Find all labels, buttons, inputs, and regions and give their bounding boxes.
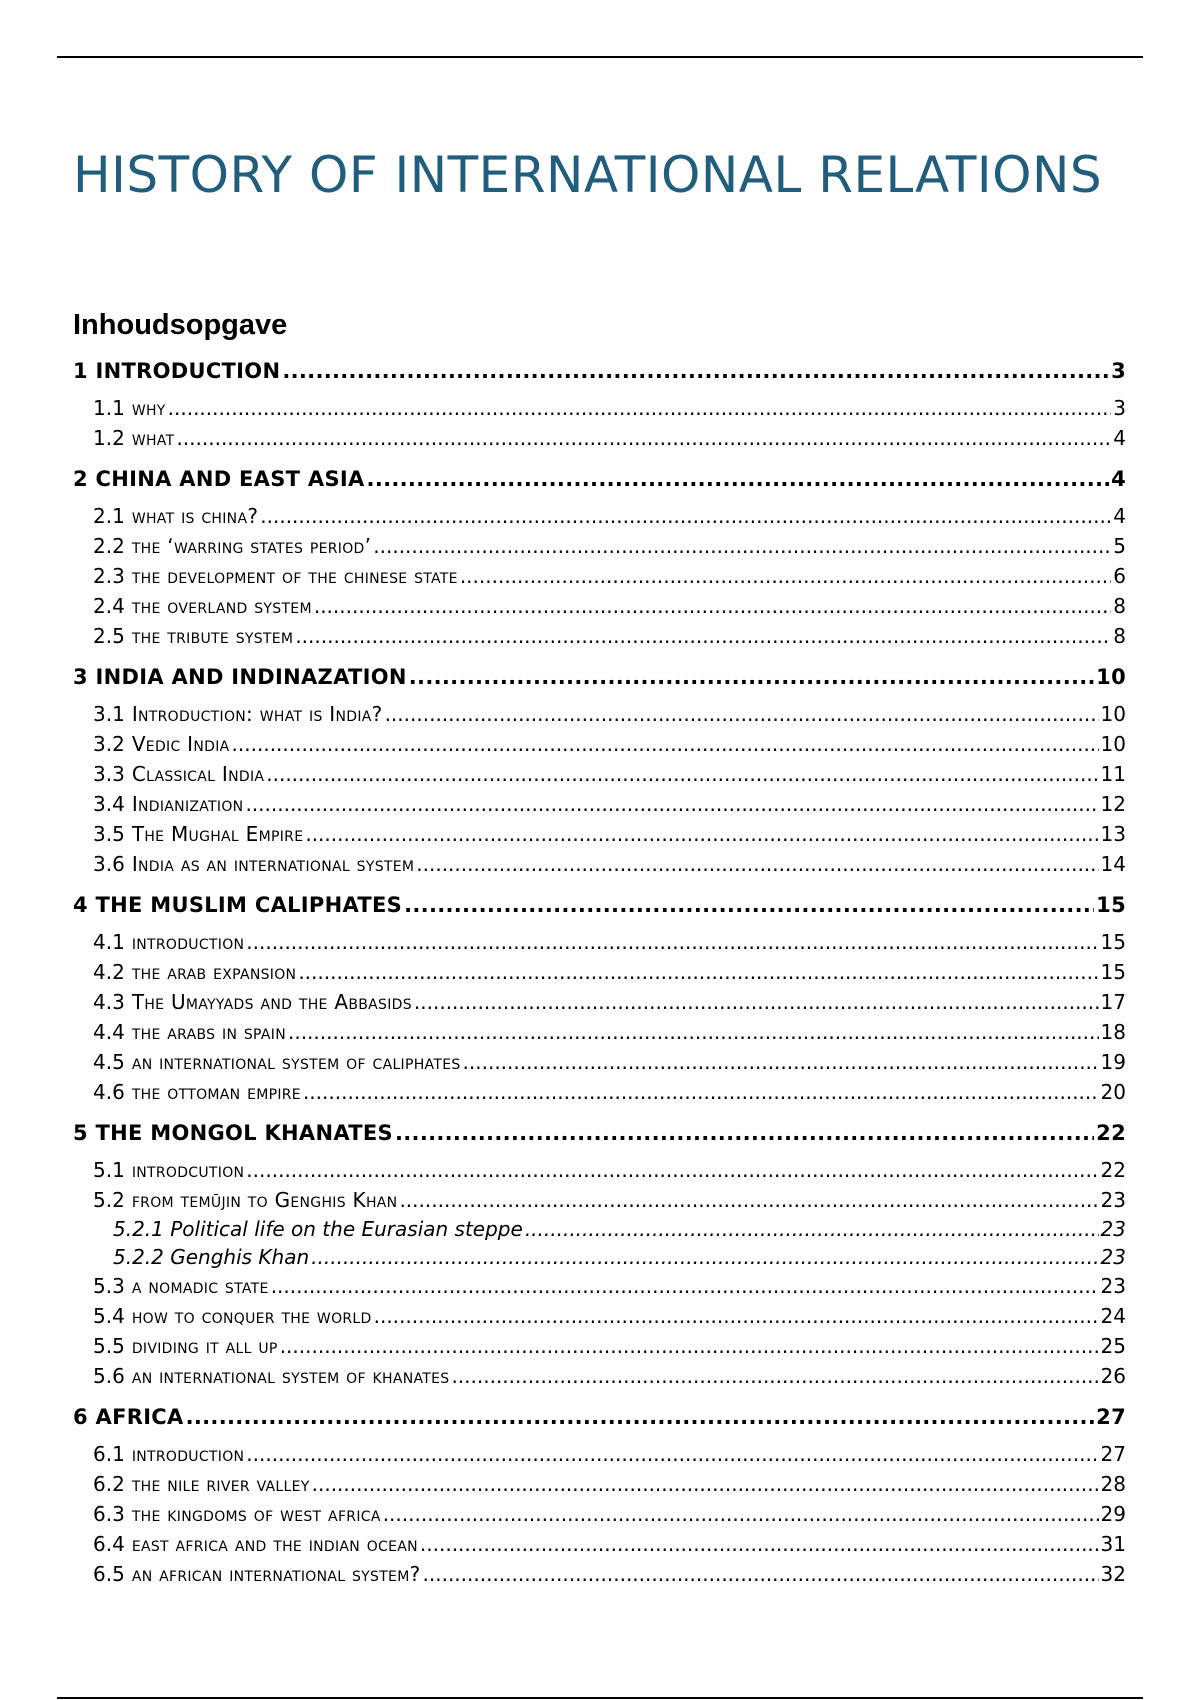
- toc-entry-text: an african international system?: [131, 1562, 421, 1586]
- toc-dot-leader: [295, 621, 1111, 651]
- toc-entry-label: 6 AFRICA: [73, 1405, 184, 1429]
- toc-dot-leader: [266, 759, 1098, 789]
- toc-entry[interactable]: [73, 1118, 1126, 1148]
- table-of-contents: [73, 356, 1126, 1589]
- toc-dot-leader: [385, 699, 1099, 729]
- toc-page-number: 27: [1096, 1405, 1126, 1429]
- toc-entry-text: an international system of khanates: [131, 1364, 450, 1388]
- toc-page-number: 26: [1100, 1364, 1126, 1388]
- toc-entry-label: [93, 1529, 418, 1559]
- toc-entry-label: [93, 423, 174, 453]
- toc-entry-text: introduction: [131, 1442, 245, 1466]
- toc-dot-leader: [525, 1215, 1099, 1243]
- toc-page-number: 3: [1113, 396, 1126, 420]
- toc-dot-leader: [399, 1185, 1098, 1215]
- toc-entry-number: 3.5: [93, 822, 125, 846]
- toc-dot-leader: [463, 1047, 1099, 1077]
- toc-entry-text: The Umayyads and the Abbasids: [131, 990, 412, 1014]
- toc-dot-leader: [311, 1243, 1098, 1271]
- toc-dot-leader: [404, 890, 1094, 920]
- toc-entry-label: 2 CHINA AND EAST ASIA: [73, 467, 365, 491]
- toc-page-number: 22: [1096, 1121, 1126, 1145]
- toc-dot-leader: [246, 1155, 1098, 1185]
- toc-entry-number: 1.1: [93, 396, 125, 420]
- toc-dot-leader: [312, 1469, 1099, 1499]
- toc-dot-leader: [314, 591, 1111, 621]
- toc-entry-label: [93, 393, 166, 423]
- toc-entry-number: 2.1: [93, 504, 125, 528]
- toc-entry-number: 4.1: [93, 930, 125, 954]
- toc-entry-text: from temūjin to Genghis Khan: [131, 1188, 398, 1212]
- toc-entry-text: Indianization: [131, 792, 244, 816]
- toc-page-number: 31: [1100, 1532, 1126, 1556]
- toc-page-number: 23: [1100, 1245, 1126, 1269]
- toc-dot-leader: [186, 1402, 1095, 1432]
- toc-entry[interactable]: [73, 819, 1126, 849]
- toc-entry[interactable]: [73, 464, 1126, 494]
- toc-entry[interactable]: [73, 1155, 1126, 1185]
- toc-entry-text: the development of the chinese state: [131, 564, 458, 588]
- toc-entry[interactable]: [73, 1243, 1126, 1271]
- toc-entry-label: 5.2.2 Genghis Khan: [113, 1245, 310, 1269]
- toc-entry-number: 4.6: [93, 1080, 125, 1104]
- toc-entry-text: introdcution: [131, 1158, 245, 1182]
- toc-entry-label: [93, 1499, 381, 1529]
- toc-page-number: 4: [1113, 504, 1126, 528]
- toc-page-number: 10: [1096, 665, 1126, 689]
- toc-dot-leader: [168, 393, 1112, 423]
- toc-heading: Inhoudsopgave: [73, 309, 288, 341]
- toc-entry[interactable]: [73, 957, 1126, 987]
- toc-entry-text: east africa and the indian ocean: [131, 1532, 418, 1556]
- toc-entry-text: introduction: [131, 930, 245, 954]
- toc-entry-number: 6.2: [93, 1472, 125, 1496]
- toc-entry-text: Introduction: what is India?: [131, 702, 383, 726]
- toc-entry-text: how to conquer the world: [131, 1304, 372, 1328]
- toc-page-number: 29: [1100, 1502, 1126, 1526]
- toc-page-number: 19: [1100, 1050, 1126, 1074]
- toc-page-number: 27: [1100, 1442, 1126, 1466]
- toc-page-number: 4: [1113, 426, 1126, 450]
- toc-entry-number: 3.6: [93, 852, 125, 876]
- toc-entry-text: the ‘warring states period’: [131, 534, 372, 558]
- toc-entry[interactable]: [73, 890, 1126, 920]
- toc-entry[interactable]: [73, 1331, 1126, 1361]
- toc-page-number: 10: [1100, 702, 1126, 726]
- toc-entry-label: [93, 1155, 244, 1185]
- toc-entry-number: 4.3: [93, 990, 125, 1014]
- toc-entry[interactable]: [73, 662, 1126, 692]
- toc-page-number: 6: [1113, 564, 1126, 588]
- toc-entry-number: 3.1: [93, 702, 125, 726]
- toc-entry-number: 5.6: [93, 1364, 125, 1388]
- toc-dot-leader: [373, 531, 1111, 561]
- toc-entry-text: The Mughal Empire: [131, 822, 304, 846]
- toc-entry-label: 5.2.1 Political life on the Eurasian steppe: [113, 1217, 523, 1241]
- toc-entry-label: [93, 1185, 397, 1215]
- toc-entry[interactable]: [73, 1017, 1126, 1047]
- toc-page-number: 8: [1113, 624, 1126, 648]
- toc-entry-number: 4.4: [93, 1020, 125, 1044]
- toc-entry-text: the arabs in spain: [131, 1020, 286, 1044]
- toc-entry-label: [93, 729, 230, 759]
- toc-entry-label: [93, 789, 243, 819]
- toc-page-number: 4: [1111, 467, 1126, 491]
- toc-entry[interactable]: [73, 1469, 1126, 1499]
- toc-entry[interactable]: [73, 1402, 1126, 1432]
- toc-page-number: 18: [1100, 1020, 1126, 1044]
- toc-entry-label: [93, 591, 312, 621]
- toc-entry-label: 5 THE MONGOL KHANATES: [73, 1121, 393, 1145]
- toc-entry-text: why: [131, 396, 166, 420]
- toc-entry[interactable]: [73, 789, 1126, 819]
- toc-page-number: 5: [1113, 534, 1126, 558]
- toc-entry-number: 6.5: [93, 1562, 125, 1586]
- toc-entry-text: a nomadic state: [131, 1274, 269, 1298]
- toc-page-number: 12: [1100, 792, 1126, 816]
- toc-entry-label: 3 INDIA AND INDINAZATION: [73, 665, 407, 689]
- toc-page-number: 13: [1100, 822, 1126, 846]
- toc-entry-number: 3.4: [93, 792, 125, 816]
- toc-entry-text: Classical India: [131, 762, 265, 786]
- toc-entry-number: 1.2: [93, 426, 125, 450]
- toc-entry-label: [93, 1559, 421, 1589]
- toc-page-number: 8: [1113, 594, 1126, 618]
- toc-dot-leader: [395, 1118, 1094, 1148]
- toc-page-number: 17: [1100, 990, 1126, 1014]
- toc-entry-number: 5.4: [93, 1304, 125, 1328]
- toc-entry-label: 4 THE MUSLIM CALIPHATES: [73, 893, 403, 917]
- toc-entry-text: what is china?: [131, 504, 259, 528]
- toc-dot-leader: [383, 1499, 1099, 1529]
- toc-dot-leader: [232, 729, 1099, 759]
- toc-entry-number: 5.3: [93, 1274, 125, 1298]
- toc-dot-leader: [176, 423, 1111, 453]
- toc-page-number: 28: [1100, 1472, 1126, 1496]
- toc-entry-number: 5.5: [93, 1334, 125, 1358]
- toc-entry-label: [93, 927, 244, 957]
- toc-entry[interactable]: [73, 1047, 1126, 1077]
- toc-entry-text: the nile river valley: [131, 1472, 310, 1496]
- toc-entry-text: the kingdoms of west africa: [131, 1502, 381, 1526]
- toc-entry[interactable]: [73, 849, 1126, 879]
- toc-dot-leader: [303, 1077, 1099, 1107]
- toc-entry-label: [93, 1331, 278, 1361]
- toc-entry[interactable]: [73, 699, 1126, 729]
- toc-entry[interactable]: [73, 591, 1126, 621]
- toc-entry-label: [93, 957, 296, 987]
- toc-entry-text: the overland system: [131, 594, 312, 618]
- toc-page-number: 23: [1100, 1217, 1126, 1241]
- document-title: HISTORY OF INTERNATIONAL RELATIONS: [73, 146, 1103, 204]
- toc-dot-leader: [409, 662, 1094, 692]
- toc-entry-label: [93, 987, 412, 1017]
- toc-entry-label: [93, 819, 303, 849]
- toc-entry-label: [93, 1361, 449, 1391]
- toc-entry-text: an international system of caliphates: [131, 1050, 461, 1074]
- toc-entry[interactable]: [73, 1529, 1126, 1559]
- footer-rule: [57, 1697, 1143, 1699]
- toc-entry[interactable]: [73, 531, 1126, 561]
- toc-page-number: 15: [1100, 930, 1126, 954]
- toc-entry[interactable]: [73, 759, 1126, 789]
- toc-entry[interactable]: [73, 987, 1126, 1017]
- toc-page-number: 23: [1100, 1274, 1126, 1298]
- toc-dot-leader: [423, 1559, 1099, 1589]
- toc-dot-leader: [246, 1439, 1098, 1469]
- toc-entry-text: the ottoman empire: [131, 1080, 301, 1104]
- toc-entry[interactable]: [73, 927, 1126, 957]
- toc-page-number: 10: [1100, 732, 1126, 756]
- toc-entry[interactable]: [73, 501, 1126, 531]
- toc-entry-number: 2.3: [93, 564, 125, 588]
- toc-entry[interactable]: [73, 1559, 1126, 1589]
- toc-entry-text: dividing it all up: [131, 1334, 278, 1358]
- toc-dot-leader: [288, 1017, 1099, 1047]
- toc-dot-leader: [298, 957, 1098, 987]
- toc-dot-leader: [460, 561, 1111, 591]
- toc-page-number: 24: [1100, 1304, 1126, 1328]
- toc-page-number: 23: [1100, 1188, 1126, 1212]
- toc-entry-number: 6.1: [93, 1442, 125, 1466]
- toc-page-number: 32: [1100, 1562, 1126, 1586]
- toc-entry[interactable]: [73, 1185, 1126, 1215]
- toc-entry-label: [93, 1077, 301, 1107]
- toc-entry-number: 2.4: [93, 594, 125, 618]
- toc-entry-label: [93, 759, 264, 789]
- toc-dot-leader: [271, 1271, 1099, 1301]
- toc-entry[interactable]: [73, 1077, 1126, 1107]
- toc-entry-text: what: [131, 426, 175, 450]
- toc-entry-text: Vedic India: [131, 732, 230, 756]
- toc-entry[interactable]: [73, 393, 1126, 423]
- toc-page-number: 22: [1100, 1158, 1126, 1182]
- toc-entry-number: 3.3: [93, 762, 125, 786]
- toc-dot-leader: [367, 464, 1110, 494]
- toc-dot-leader: [245, 789, 1098, 819]
- toc-entry[interactable]: [73, 621, 1126, 651]
- toc-entry-label: [93, 621, 293, 651]
- toc-entry-label: [93, 1047, 461, 1077]
- toc-entry[interactable]: [73, 729, 1126, 759]
- toc-entry-label: [93, 561, 458, 591]
- toc-page-number: 14: [1100, 852, 1126, 876]
- toc-entry-number: 3.2: [93, 732, 125, 756]
- toc-entry-label: [93, 531, 371, 561]
- toc-entry-label: [93, 1301, 372, 1331]
- toc-page-number: 20: [1100, 1080, 1126, 1104]
- toc-entry-number: 2.5: [93, 624, 125, 648]
- toc-entry[interactable]: [73, 423, 1126, 453]
- toc-entry-label: [93, 1439, 244, 1469]
- toc-dot-leader: [260, 501, 1111, 531]
- toc-dot-leader: [305, 819, 1098, 849]
- toc-page-number: 15: [1100, 960, 1126, 984]
- toc-entry-label: [93, 1271, 269, 1301]
- toc-entry-label: [93, 501, 258, 531]
- toc-dot-leader: [414, 987, 1099, 1017]
- toc-entry-label: [93, 1017, 286, 1047]
- toc-entry-text: the tribute system: [131, 624, 294, 648]
- toc-entry[interactable]: [73, 1439, 1126, 1469]
- toc-entry[interactable]: [73, 356, 1126, 386]
- toc-entry-number: 4.5: [93, 1050, 125, 1074]
- toc-dot-leader: [246, 927, 1098, 957]
- toc-page-number: 11: [1100, 762, 1126, 786]
- toc-entry-number: 5.1: [93, 1158, 125, 1182]
- toc-page-number: 15: [1096, 893, 1126, 917]
- toc-dot-leader: [282, 356, 1109, 386]
- header-rule: [57, 56, 1143, 58]
- toc-entry[interactable]: [73, 1499, 1126, 1529]
- toc-entry-number: 4.2: [93, 960, 125, 984]
- toc-entry-number: 5.2: [93, 1188, 125, 1212]
- toc-entry-label: [93, 699, 383, 729]
- toc-entry-label: [93, 1469, 310, 1499]
- toc-page-number: 25: [1100, 1334, 1126, 1358]
- toc-entry[interactable]: [73, 1301, 1126, 1331]
- toc-entry-label: 1 INTRODUCTION: [73, 359, 281, 383]
- toc-entry[interactable]: [73, 1271, 1126, 1301]
- toc-entry-text: the arab expansion: [131, 960, 297, 984]
- toc-entry-label: [93, 849, 414, 879]
- toc-dot-leader: [451, 1361, 1098, 1391]
- toc-entry[interactable]: [73, 1215, 1126, 1243]
- toc-entry[interactable]: [73, 561, 1126, 591]
- toc-page-number: 3: [1111, 359, 1126, 383]
- toc-entry-number: 2.2: [93, 534, 125, 558]
- toc-dot-leader: [416, 849, 1098, 879]
- toc-entry-number: 6.3: [93, 1502, 125, 1526]
- toc-dot-leader: [374, 1301, 1099, 1331]
- toc-entry-number: 6.4: [93, 1532, 125, 1556]
- toc-entry[interactable]: [73, 1361, 1126, 1391]
- toc-dot-leader: [280, 1331, 1099, 1361]
- toc-entry-text: India as an international system: [131, 852, 415, 876]
- toc-dot-leader: [420, 1529, 1099, 1559]
